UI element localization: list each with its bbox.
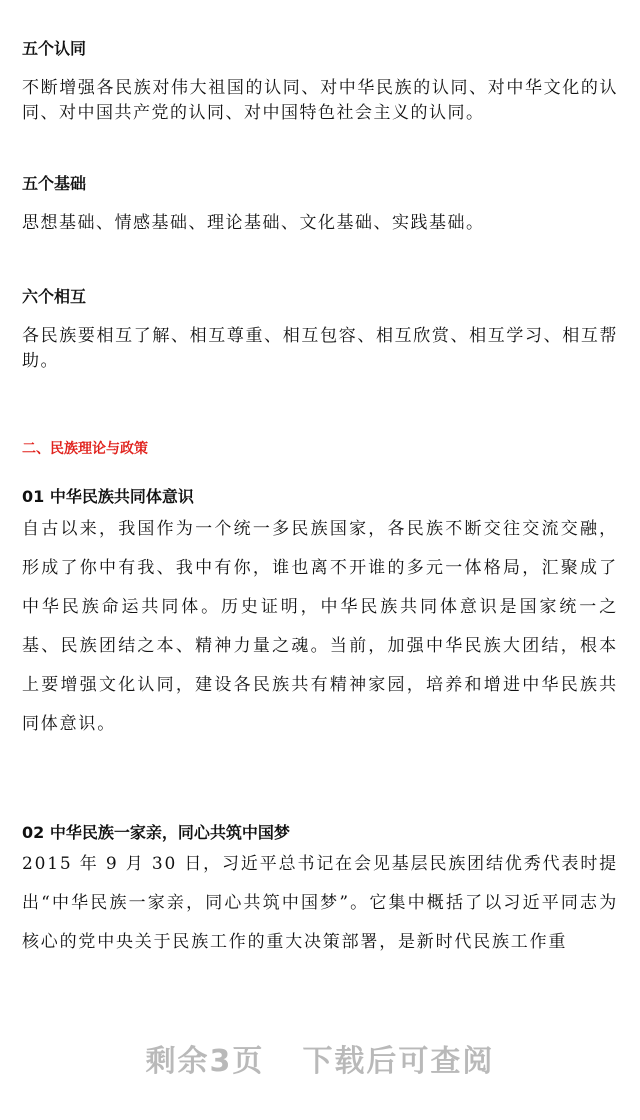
heading-six-mutuals: 六个相互 — [22, 287, 87, 306]
paragraph-five-identities: 不断增强各民族对伟大祖国的认同、对中华民族的认同、对中华文化的认同、对中国共产党的认同、对中国特色社会主义的认同。 — [22, 78, 618, 123]
section-title-ethnic-theory-policy: 二、民族理论与政策 — [22, 441, 148, 457]
paragraph-five-foundations: 思想基础、情感基础、理论基础、文化基础、实践基础。 — [22, 213, 485, 233]
paragraph-item-01: 自古以来，我国作为一个统一多民族国家，各民族不断交往交流交融，形成了你中有我、我中有你，谁也离不开谁的多元一体格局，汇聚成了中华民族命运共同体。历史证明，中华民族共同体意识是国家统一之基、民族团结之本、精神力量之魂。当前，加强中华民族大团结，根本上要增强文化认同，建设各民族共有精神家园，培养和增进中华民族共同体意识。 — [22, 519, 618, 734]
heading-item-02: 02 中华民族一家亲，同心共筑中国梦 — [22, 823, 290, 842]
heading-item-01: 01 中华民族共同体意识 — [22, 487, 194, 506]
paragraph-six-mutuals: 各民族要相互了解、相互尊重、相互包容、相互欣赏、相互学习、相互帮助。 — [22, 326, 618, 371]
remaining-pages-label: 剩余3页 — [145, 1044, 265, 1079]
download-to-read-label: 下载后可查阅 — [302, 1044, 495, 1079]
heading-five-foundations: 五个基础 — [22, 174, 87, 193]
paragraph-item-02: 2015 年 9 月 30 日，习近平总书记在会见基层民族团结优秀代表时提出“中华民族一家亲，同心共筑中国梦”。它集中概括了以习近平同志为核心的党中央关于民族工作的重大决策部署，是新时代民族工作重 — [22, 854, 618, 952]
download-prompt-banner[interactable] — [0, 1036, 640, 1080]
heading-five-identities: 五个认同 — [22, 39, 87, 58]
